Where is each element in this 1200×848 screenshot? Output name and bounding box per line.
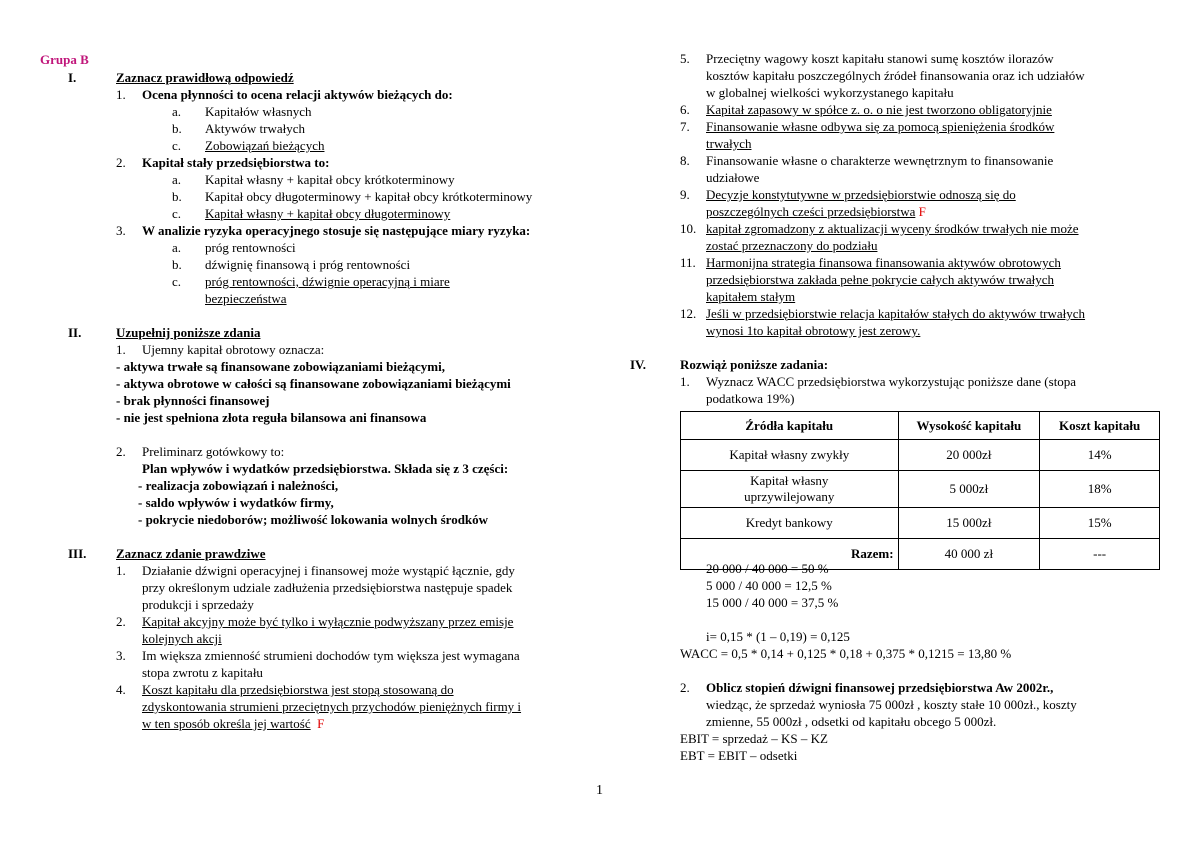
q1-opt-c: Zobowiązań bieżących (205, 138, 325, 153)
s3-item-6-line-1: Kapitał zapasowy w spółce z. o. o nie jest tworzono obligatoryjnie (706, 102, 1052, 117)
s3-item-5-number: 5. (680, 51, 690, 66)
s3-item-9-line-2-text: poszczególnych cześci przedsiębiorstwa (706, 204, 916, 219)
s3-item-8-line-2: udziałowe (706, 170, 760, 185)
q1-opt-a-letter: a. (172, 104, 182, 119)
s3-item-5-line-2: kosztów kapitału poszczególnych źródeł finansowania oraz ich udziałów (706, 68, 1085, 83)
s3-item-4-line-1: Koszt kapitału dla przedsiębiorstwa jest stopą stosowaną do (142, 682, 454, 697)
header-cost: Koszt kapitału (1040, 412, 1160, 440)
q2-number: 2. (116, 155, 126, 170)
q3-opt-a-letter: a. (172, 240, 182, 255)
section-2-title: Uzupełnij poniższe zdania (116, 325, 261, 340)
section-3-number: III. (68, 546, 87, 561)
s3-item-1-line-1: Działanie dźwigni operacyjnej i finansowej może wystąpić łącznie, gdy (142, 563, 515, 578)
s3-item-9-line-2 (706, 203, 926, 220)
s3-item-2-number: 2. (116, 614, 126, 629)
s3-item-3-number: 3. (116, 648, 126, 663)
s3-item-1-line-3: produkcji i sprzedaży (142, 597, 254, 612)
s3-item-11-line-2: przedsiębiorstwa zakłada pełne pokrycie całych aktywów trwałych (706, 272, 1054, 287)
s3-item-1-number: 1. (116, 563, 126, 578)
cell-source-line-1: Kapitał własny (750, 473, 829, 488)
section-3-title: Zaznacz zdanie prawdziwe (116, 546, 266, 561)
false-mark: F (918, 204, 926, 219)
s2-q2-answer-1: Plan wpływów i wydatków przedsiębiorstwa. Składa się z 3 części: (142, 461, 509, 476)
q3-opt-a: próg rentowności (205, 240, 296, 255)
q2-opt-a: Kapitał własny + kapitał obcy krótkoterminowy (205, 172, 455, 187)
s2-q2-answer-3: - saldo wpływów i wydatków firmy, (138, 495, 334, 510)
q3-opt-c-letter: c. (172, 274, 182, 289)
table-row (681, 508, 1160, 539)
q3-opt-b-letter: b. (172, 257, 182, 272)
s2-q1-answer-1: - aktywa trwałe są finansowane zobowiązaniami bieżącymi, (116, 359, 445, 374)
s2-q1-text: Ujemny kapitał obrotowy oznacza: (142, 342, 325, 357)
q1-opt-a: Kapitałów własnych (205, 104, 312, 119)
calc-line-2: 5 000 / 40 000 = 12,5 % (706, 578, 832, 593)
s4-q1-number: 1. (680, 374, 690, 389)
s2-q1-number: 1. (116, 342, 126, 357)
table-row (681, 471, 1160, 508)
s3-item-8-line-1: Finansowanie własne o charakterze wewnętrznym to finansowanie (706, 153, 1054, 168)
section-4-title: Rozwiąż poniższe zadania: (680, 357, 829, 372)
q1-number: 1. (116, 87, 126, 102)
s3-item-5-line-3: w globalnej wielkości wykorzystanego kapitału (706, 85, 954, 100)
header-amount: Wysokość kapitału (898, 412, 1040, 440)
s3-item-2-line-2: kolejnych akcji (142, 631, 222, 646)
s3-item-9-number: 9. (680, 187, 690, 202)
calc-line-1: 20 000 / 40 000 = 50 % (706, 561, 829, 576)
s3-item-6-number: 6. (680, 102, 690, 117)
s3-item-2-line-1: Kapitał akcyjny może być tylko i wyłącznie podwyższany przez emisje (142, 614, 514, 629)
s4-q2-line-1: Oblicz stopień dźwigni finansowej przedsiębiorstwa Aw 2002r., (706, 680, 1054, 695)
q1-opt-c-letter: c. (172, 138, 182, 153)
table-header-row (681, 412, 1160, 440)
formula-ebt: EBT = EBIT – odsetki (680, 748, 798, 763)
total-amount: 40 000 zł (898, 539, 1040, 570)
s3-item-12-line-1: Jeśli w przedsiębiorstwie relacja kapitałów stałych do aktywów trwałych (706, 306, 1086, 321)
table-row (681, 440, 1160, 471)
wacc-calc: WACC = 0,5 * 0,14 + 0,125 * 0,18 + 0,375 * 0,1215 = 13,80 % (680, 646, 1012, 661)
s2-q1-answer-4: - nie jest spełniona złota reguła bilansowa ani finansowa (116, 410, 427, 425)
s3-item-1-line-2: przy określonym udziale zadłużenia przedsiębiorstwa następuje spadek (142, 580, 513, 595)
total-label: Razem: (681, 539, 899, 570)
section-1-number: I. (68, 70, 77, 85)
calc-line-3: 15 000 / 40 000 = 37,5 % (706, 595, 839, 610)
s3-item-4-number: 4. (116, 682, 126, 697)
s3-item-12-line-2: wynosi 1to kapitał obrotowy jest zerowy. (706, 323, 921, 338)
q3-opt-c: próg rentowności, dźwignie operacyjną i miare (205, 274, 450, 289)
cell-source: Kapitał własny zwykły (681, 440, 899, 471)
cell-amount: 15 000zł (898, 508, 1040, 539)
page-number: 1 (596, 783, 603, 798)
cell-amount: 5 000zł (898, 471, 1040, 508)
q2-opt-c-letter: c. (172, 206, 182, 221)
q3-opt-b: dźwignię finansową i próg rentowności (205, 257, 411, 272)
section-1-title: Zaznacz prawidłową odpowiedź (116, 70, 294, 85)
cell-source: Kredyt bankowy (681, 508, 899, 539)
s3-item-10-number: 10. (680, 221, 697, 236)
q2-text: Kapitał stały przedsiębiorstwa to: (142, 155, 330, 170)
total-cost: --- (1040, 539, 1160, 570)
false-mark: F (317, 716, 325, 731)
q2-opt-b: Kapitał obcy długoterminowy + kapitał obcy krótkoterminowy (205, 189, 533, 204)
cell-source (681, 471, 899, 508)
s2-q2-text: Preliminarz gotówkowy to: (142, 444, 285, 459)
s4-q2-line-2: wiedząc, że sprzedaż wyniosła 75 000zł , koszty stałe 10 000zł., koszty (706, 697, 1077, 712)
s4-q1-line-1: Wyznacz WACC przedsiębiorstwa wykorzystując poniższe dane (stopa (706, 374, 1077, 389)
q2-opt-c: Kapitał własny + kapitał obcy długoterminowy (205, 206, 451, 221)
s3-item-3-line-2: stopa zwrotu z kapitału (142, 665, 263, 680)
s3-item-5-line-1: Przeciętny wagowy koszt kapitału stanowi sumę kosztów ilorazów (706, 51, 1054, 66)
s3-item-4-line-2: zdyskontowania strumieni przeciętnych przychodów pieniężnych firmy i (142, 699, 522, 714)
s3-item-12-number: 12. (680, 306, 697, 321)
s3-item-11-line-1: Harmonijna strategia finansowa finansowania aktywów obrotowych (706, 255, 1061, 270)
s2-q2-number: 2. (116, 444, 126, 459)
group-heading: Grupa B (40, 52, 89, 67)
s2-q1-answer-2: - aktywa obrotowe w całości są finansowane zobowiązaniami bieżącymi (116, 376, 511, 391)
s3-item-11-number: 11. (680, 255, 696, 270)
q2-opt-b-letter: b. (172, 189, 182, 204)
s4-q2-line-3: zmienne, 55 000zł , odsetki od kapitału obcego 5 000zł. (706, 714, 997, 729)
s3-item-7-line-2: trwałych (706, 136, 752, 151)
wacc-table (680, 411, 1160, 570)
s3-item-10-line-2: zostać przeznaczony do podziału (706, 238, 878, 253)
header-source: Źródła kapitału (681, 412, 899, 440)
s3-item-10-line-1: kapitał zgromadzony z aktualizacji wyceny środków trwałych nie może (706, 221, 1079, 236)
cell-amount: 20 000zł (898, 440, 1040, 471)
cell-source-line-2: uprzywilejowany (744, 489, 835, 504)
s3-item-8-number: 8. (680, 153, 690, 168)
s3-item-7-number: 7. (680, 119, 690, 134)
q2-opt-a-letter: a. (172, 172, 182, 187)
s3-item-3-line-1: Im większa zmienność strumieni dochodów tym większa jest wymagana (142, 648, 520, 663)
s3-item-4-line-3-text: w ten sposób określa jej wartość (142, 716, 311, 731)
s3-item-9-line-1: Decyzje konstytutywne w przedsiębiorstwie odnoszą się do (706, 187, 1016, 202)
cell-cost: 15% (1040, 508, 1160, 539)
section-4-number: IV. (630, 357, 647, 372)
s4-q2-number: 2. (680, 680, 690, 695)
q1-opt-b-letter: b. (172, 121, 182, 136)
s3-item-4-line-3 (142, 715, 324, 732)
q1-opt-b: Aktywów trwałych (205, 121, 306, 136)
q1-text: Ocena płynności to ocena relacji aktywów bieżących do: (142, 87, 453, 102)
formula-ebit: EBIT = sprzedaż – KS – KZ (680, 731, 828, 746)
interest-calc: i= 0,15 * (1 – 0,19) = 0,125 (706, 629, 850, 644)
s3-item-7-line-1: Finansowanie własne odbywa się za pomocą spieniężenia środków (706, 119, 1055, 134)
q3-number: 3. (116, 223, 126, 238)
s3-item-11-line-3: kapitałem stałym (706, 289, 796, 304)
s4-q1-line-2: podatkowa 19%) (706, 391, 795, 406)
s2-q2-answer-2: - realizacja zobowiązań i należności, (138, 478, 339, 493)
s2-q1-answer-3: - brak płynności finansowej (116, 393, 270, 408)
s2-q2-answer-4: - pokrycie niedoborów; możliwość lokowania wolnych środków (138, 512, 489, 527)
cell-cost: 18% (1040, 471, 1160, 508)
q3-opt-c-cont: bezpieczeństwa (205, 291, 287, 306)
q3-text: W analizie ryzyka operacyjnego stosuje się następujące miary ryzyka: (142, 223, 531, 238)
section-2-number: II. (68, 325, 82, 340)
cell-cost: 14% (1040, 440, 1160, 471)
